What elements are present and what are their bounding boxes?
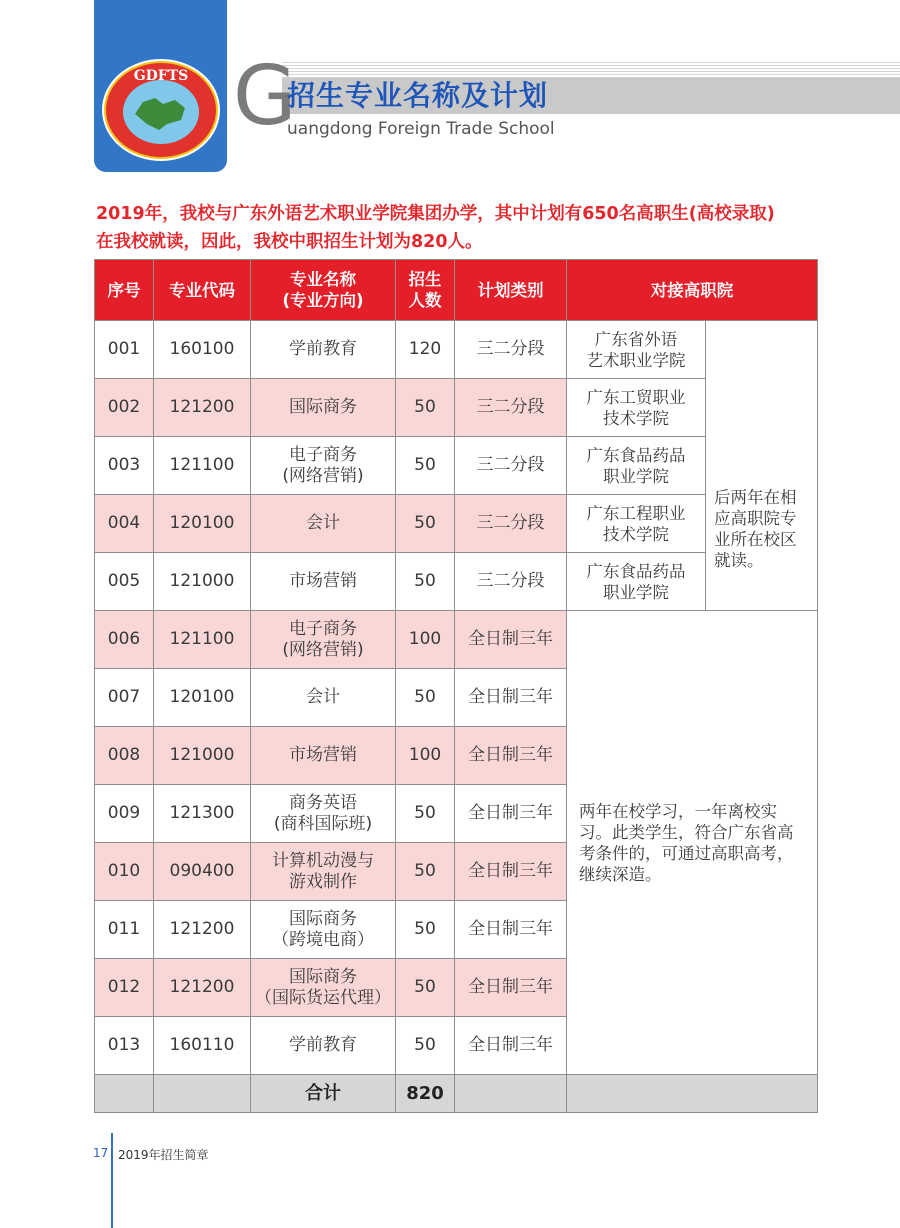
seq-cell: 008 <box>95 727 154 785</box>
major-name-line2: （国际货运代理） <box>255 987 391 1008</box>
major-name-cell <box>251 1017 396 1075</box>
plan-type-cell: 全日制三年 <box>455 727 567 785</box>
header-count-line2: 人数 <box>408 291 442 310</box>
header-code: 专业代码 <box>154 260 251 321</box>
count-cell: 50 <box>396 669 455 727</box>
major-name-line1: 学前教育 <box>289 1035 357 1055</box>
code-cell: 160100 <box>154 321 251 379</box>
plan-type-cell: 三二分段 <box>455 321 567 379</box>
seq-cell: 001 <box>95 321 154 379</box>
enrollment-plan-table <box>94 259 818 1113</box>
plan-type-cell: 三二分段 <box>455 553 567 611</box>
code-cell: 160110 <box>154 1017 251 1075</box>
school-logo <box>101 58 221 162</box>
table-header-row <box>95 260 818 321</box>
school-name: uangdong Foreign Trade School <box>287 119 555 139</box>
count-cell: 50 <box>396 901 455 959</box>
footer-title: 2019年招生简章 <box>118 1148 209 1162</box>
total-empty-cell <box>95 1075 154 1113</box>
count-cell: 50 <box>396 495 455 553</box>
seq-cell: 004 <box>95 495 154 553</box>
plan-type-cell: 全日制三年 <box>455 611 567 669</box>
major-name-line1: 市场营销 <box>289 745 357 765</box>
fulltime-note-cell: 两年在校学习，一年离校实习。此类学生，符合广东省高考条件的，可通过高职高考，继续深造。 <box>567 611 818 1075</box>
major-name-line1: 商务英语 <box>289 792 357 813</box>
major-name-cell <box>251 437 396 495</box>
seq-cell: 009 <box>95 785 154 843</box>
plan-type-cell: 三二分段 <box>455 437 567 495</box>
code-cell: 121100 <box>154 611 251 669</box>
code-cell: 121100 <box>154 437 251 495</box>
college-line2: 技术学院 <box>603 524 669 544</box>
total-row <box>95 1075 818 1113</box>
total-empty-cell <box>567 1075 818 1113</box>
college-line2: 职业学院 <box>603 582 669 602</box>
svg-text:GDFTS: GDFTS <box>133 68 189 84</box>
count-cell: 100 <box>396 611 455 669</box>
header-count <box>396 260 455 321</box>
header-seq: 序号 <box>95 260 154 321</box>
major-name-line1: 国际商务 <box>289 966 357 987</box>
college-line2: 技术学院 <box>603 408 669 428</box>
major-name-cell <box>251 669 396 727</box>
total-empty-cell <box>154 1075 251 1113</box>
seq-cell: 002 <box>95 379 154 437</box>
major-name-cell <box>251 321 396 379</box>
footer-divider <box>111 1133 113 1228</box>
major-name-cell <box>251 901 396 959</box>
major-name-line2: (商科国际班) <box>273 813 373 834</box>
plan-type-cell: 全日制三年 <box>455 959 567 1017</box>
major-name-line2: (网络营销) <box>282 639 364 660</box>
major-name-line1: 学前教育 <box>289 339 357 359</box>
code-cell: 121000 <box>154 553 251 611</box>
seq-cell: 007 <box>95 669 154 727</box>
big-letter: G <box>233 49 297 144</box>
seq-cell: 010 <box>95 843 154 901</box>
plan-type-cell: 全日制三年 <box>455 669 567 727</box>
seq-cell: 011 <box>95 901 154 959</box>
count-cell: 50 <box>396 785 455 843</box>
code-cell: 120100 <box>154 495 251 553</box>
major-name-line1: 会计 <box>306 687 340 707</box>
header-type: 计划类别 <box>455 260 567 321</box>
plan-type-cell: 全日制三年 <box>455 1017 567 1075</box>
count-cell: 50 <box>396 553 455 611</box>
major-name-cell <box>251 495 396 553</box>
header-college: 对接高职院 <box>567 260 818 321</box>
college-line1: 广东食品药品 <box>586 445 686 465</box>
plan-type-cell: 三二分段 <box>455 495 567 553</box>
college-cell <box>567 553 706 611</box>
major-name-cell <box>251 727 396 785</box>
count-cell: 50 <box>396 379 455 437</box>
major-name-cell <box>251 611 396 669</box>
code-cell: 120100 <box>154 669 251 727</box>
code-cell: 121300 <box>154 785 251 843</box>
intro-paragraph <box>96 200 836 256</box>
plan-type-cell: 三二分段 <box>455 379 567 437</box>
total-label: 合计 <box>251 1075 396 1113</box>
count-cell: 120 <box>396 321 455 379</box>
header-name <box>251 260 396 321</box>
page-title: 招生专业名称及计划 <box>287 79 549 112</box>
major-name-line1: 国际商务 <box>289 397 357 417</box>
code-cell: 121200 <box>154 379 251 437</box>
header-count-line1: 招生 <box>408 270 442 289</box>
college-cell <box>567 495 706 553</box>
total-empty-cell <box>455 1075 567 1113</box>
college-line1: 广东工程职业 <box>586 503 686 523</box>
count-cell: 50 <box>396 437 455 495</box>
plan-type-cell: 全日制三年 <box>455 785 567 843</box>
major-name-cell <box>251 959 396 1017</box>
segment-note-cell: 后两年在相应高职院专业所在校区就读。 <box>706 321 818 611</box>
major-name-cell <box>251 843 396 901</box>
seq-cell: 003 <box>95 437 154 495</box>
major-name-line1: 市场营销 <box>289 571 357 591</box>
college-line1: 广东省外语 <box>594 329 678 349</box>
seq-cell: 012 <box>95 959 154 1017</box>
count-cell: 100 <box>396 727 455 785</box>
major-name-line1: 国际商务 <box>289 908 357 929</box>
major-name-line1: 电子商务 <box>289 444 357 465</box>
plan-type-cell: 全日制三年 <box>455 901 567 959</box>
code-cell: 121000 <box>154 727 251 785</box>
code-cell: 121200 <box>154 959 251 1017</box>
college-line1: 广东工贸职业 <box>586 387 686 407</box>
college-cell <box>567 437 706 495</box>
major-name-line1: 会计 <box>306 513 340 533</box>
count-cell: 50 <box>396 843 455 901</box>
college-cell <box>567 379 706 437</box>
count-cell: 50 <box>396 1017 455 1075</box>
seq-cell: 005 <box>95 553 154 611</box>
major-name-line2: (网络营销) <box>282 465 364 486</box>
college-cell <box>567 321 706 379</box>
major-name-line1: 电子商务 <box>289 618 357 639</box>
table-row <box>95 611 818 669</box>
code-cell: 121200 <box>154 901 251 959</box>
college-line2: 职业学院 <box>603 466 669 486</box>
intro-line-2: 在我校就读，因此，我校中职招生计划为820人。 <box>96 232 483 252</box>
major-name-cell <box>251 379 396 437</box>
major-name-cell <box>251 553 396 611</box>
code-cell: 090400 <box>154 843 251 901</box>
header-name-line1: 专业名称 <box>290 270 356 289</box>
college-line1: 广东食品药品 <box>586 561 686 581</box>
count-cell: 50 <box>396 959 455 1017</box>
major-name-cell <box>251 785 396 843</box>
major-name-line2: 游戏制作 <box>289 871 357 892</box>
seq-cell: 006 <box>95 611 154 669</box>
plan-type-cell: 全日制三年 <box>455 843 567 901</box>
intro-line-1: 2019年，我校与广东外语艺术职业学院集团办学，其中计划有650名高职生(高校录取) <box>96 204 775 224</box>
major-name-line1: 计算机动漫与 <box>272 850 374 871</box>
seq-cell: 013 <box>95 1017 154 1075</box>
college-line2: 艺术职业学院 <box>586 350 686 370</box>
table-row <box>95 321 818 379</box>
major-name-line2: （跨境电商） <box>272 929 374 950</box>
page-number: 17 <box>93 1146 109 1160</box>
header-name-line2: (专业方向) <box>282 291 364 310</box>
total-value: 820 <box>396 1075 455 1113</box>
